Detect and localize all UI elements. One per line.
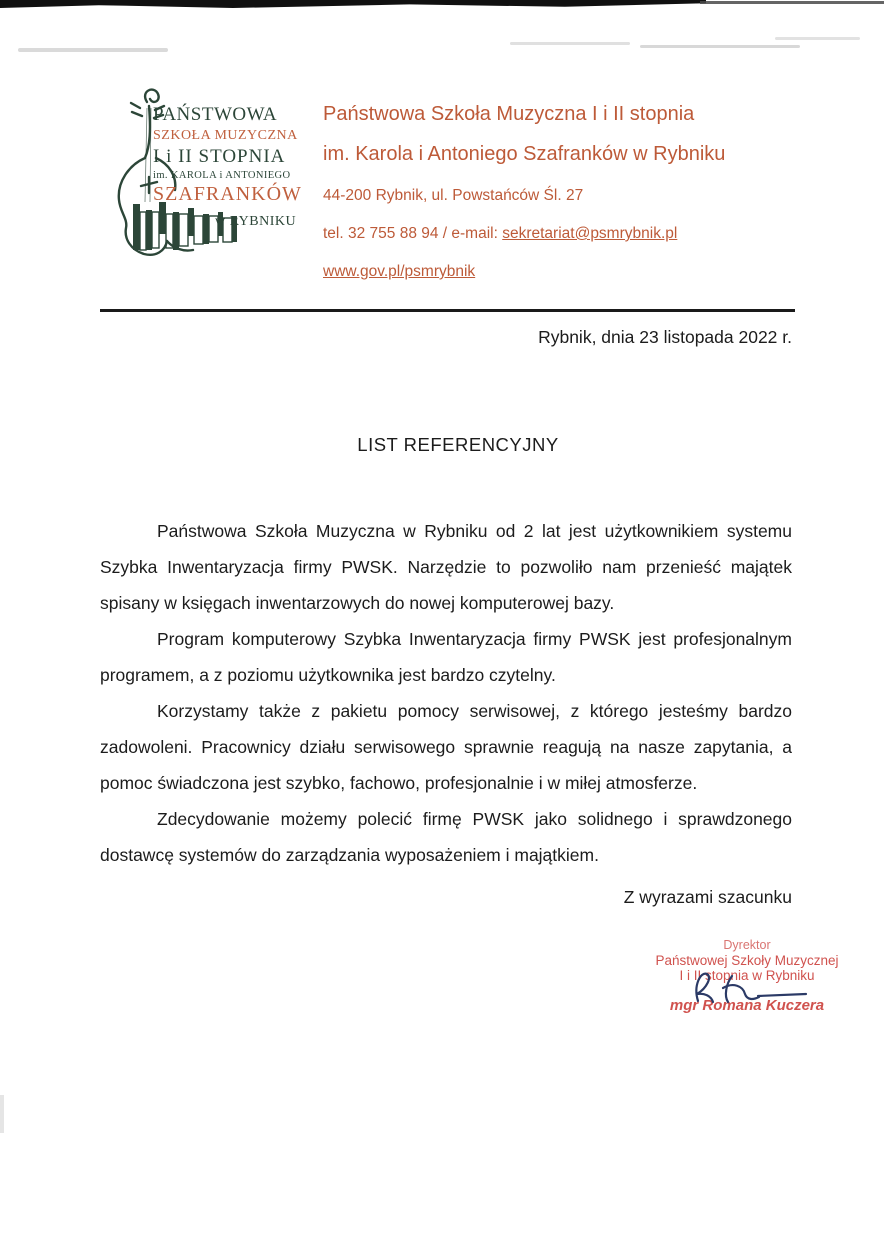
logo-line-1: PAŃSTWOWA	[153, 104, 278, 125]
closing-salutation: Z wyrazami szacunku	[623, 887, 792, 907]
letterhead-school-name-line2: im. Karola i Antoniego Szafranków w Rybniku	[323, 143, 726, 165]
paragraph: Program komputerowy Szybka Inwentaryzacja firmy PWSK jest profesjonalnym programem, a z poziomu użytkownika jest bardzo czytelny.	[100, 629, 792, 685]
school-logo	[103, 82, 311, 270]
paragraph: Państwowa Szkoła Muzyczna w Rybniku od 2 lat jest użytkownikiem systemu Szybka Inwentaryzacja firmy PWSK. Narzędzie to pozwoliło nam przenieść majątek spisany w księgach inwentarzowych do nowej komputerowej bazy.	[100, 521, 792, 613]
scan-artifact-streak	[775, 37, 860, 40]
stamp-title: Dyrektor	[723, 938, 771, 952]
letterhead-phone-prefix: tel. 32 755 88 94 / e-mail:	[323, 225, 503, 242]
letter-title: LIST REFERENCYJNY	[357, 434, 559, 455]
paragraph: Zdecydowanie możemy polecić firmę PWSK jako solidnego i sprawdzonego dostawcę systemów do zarządzania wyposażeniem i majątkiem.	[100, 809, 792, 865]
scan-artifact-streak	[640, 45, 800, 48]
letterhead	[323, 103, 793, 281]
scan-artifact-streak	[510, 42, 630, 45]
letter-body	[100, 513, 792, 915]
scan-artifact-top-line	[700, 1, 884, 4]
stamp-institution-line1: Państwowej Szkoły Muzycznej	[655, 953, 839, 968]
director-stamp	[638, 938, 856, 1013]
scan-artifact-streak	[18, 48, 168, 52]
scan-artifact-top-bar	[0, 0, 706, 8]
scan-artifact-edge-mark	[0, 1095, 4, 1133]
logo-line-6: w RYBNIKU	[215, 214, 297, 230]
stamp-signer-name: mgr Romana Kuczera	[669, 997, 825, 1014]
logo-line-3: I i II STOPNIA	[153, 145, 286, 167]
paragraph: Korzystamy także z pakietu pomocy serwisowej, z którego jesteśmy bardzo zadowoleni. Pracownicy działu serwisowego sprawnie reagują na nasze zapytania, a pomoc świadczona jest szybko, fachowo, profesjonalnie i w miłej atmosferze.	[100, 701, 792, 793]
logo-line-5: SZAFRANKÓW	[153, 182, 302, 205]
date-line: Rybnik, dnia 23 listopada 2022 r.	[538, 327, 792, 347]
letterhead-address: 44-200 Rybnik, ul. Powstańców Śl. 27	[323, 187, 584, 204]
handwritten-signature-icon	[680, 965, 820, 1011]
letterhead-email-link: sekretariat@psmrybnik.pl	[502, 225, 678, 242]
stamp-institution-line2: I i II stopnia w Rybniku	[679, 968, 815, 983]
logo-line-4: im. KAROLA i ANTONIEGO	[153, 170, 291, 182]
letterhead-contact	[323, 225, 793, 243]
letterhead-school-name-line1: Państwowa Szkoła Muzyczna I i II stopnia	[323, 103, 695, 125]
logo-text-block	[153, 104, 313, 230]
header-separator-rule	[100, 309, 795, 312]
logo-line-2: SZKOŁA MUZYCZNA	[153, 128, 298, 144]
letterhead-website-link: www.gov.pl/psmrybnik	[323, 263, 476, 280]
